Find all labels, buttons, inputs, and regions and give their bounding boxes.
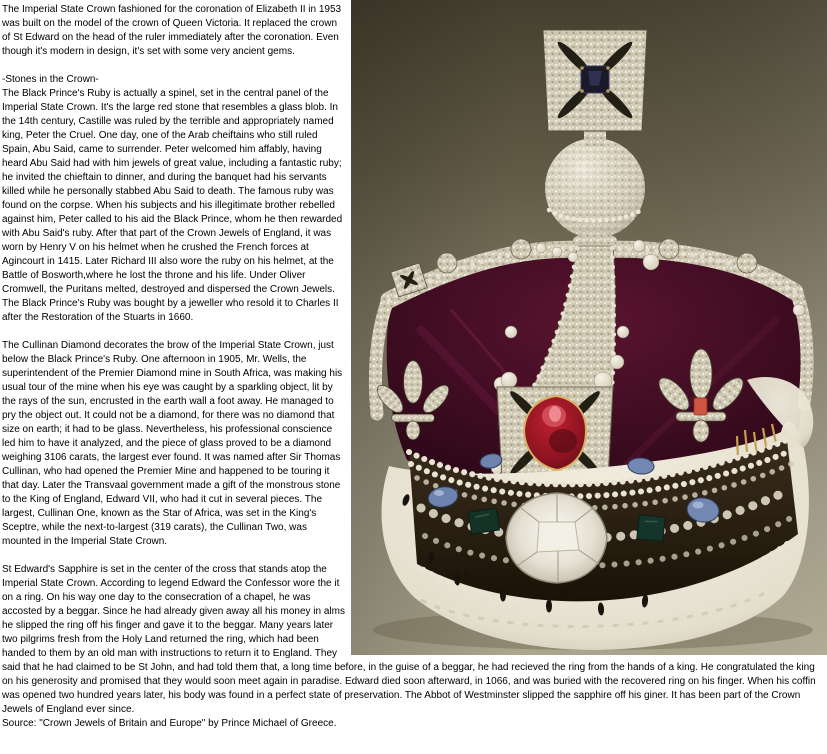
stones-heading: -Stones in the Crown-: [2, 74, 99, 85]
black-princes-ruby-text: The Black Prince's Ruby is actually a spinel, set in the central panel of the Imperial State Crown. It's the large red stone that resembles a glass blob. In the 14th century, Castille was ruled by the terrible and appropriately named king, Peter the Cruel. One day, one of the Arab cheiftains who still ruled Spain, Abu Said, came to surrender. Peter welcomed him affably, having heard Abu Said had with him jewels of great value, including a fantastic ruby; he invited the chieftain to dinner, and during the banquet had his servants killed while he personally stabbed Abu Said to death. The famous ruby was found on the corpse. When his subjects and his illegitimate brother rebelled against him, Peter called to his aid the Black Prince, whom he then rewarded with Abu Said's ruby. After that part of the Crown Jewels of England, it was worn by Henry V on his helmet when he crushed the French forces at Agincourt in 1415. Later Richard III also wore the ruby on his helmet, at the Battle of Bosworth,where he lost the throne and his life. Under Oliver Cromwell, the Puritans melted, destroyed and dispersed the Crown Jewels. The Black Prince's Ruby was bought by a jeweller who resold it to Charles II after the Restoration of the Stuarts in 1660.: [2, 88, 343, 323]
source-line: [2, 717, 825, 731]
st-edwards-sapphire-text: St Edward's Sapphire is set in the center of the cross that stands atop the Imperial State Crown. According to legend Edward the Confessor wore the it on a ring. On his way one day to the consecration of a chapel, he was accosted by a beggar. Since he had already given away all his money in alms he slipped the ring off his finger and gave it to the beggar. Many years later two pilgrims fresh from the Holy Land returned the ring, which had been handed to them by an old man with instructions to return it to England. They said that he had claimed to be St John, and had told them that, a long time before, in the guise of a beggar, he had recieved the ring from the hands of a king. He congratulated the king on his generosity and promised that they would soon meet again in paradise. Edward died soon afterward, in 1066, and was buried with the recovered ring on his finger. When his coffin was opened two hundred years later, his body was found in a perfect state of preservation. The Abbot of Westminster slipped the sapphire off his giner. It has been part of the Crown Jewels of England ever since.: [2, 564, 816, 715]
st-edwards-sapphire-stone: [580, 66, 610, 93]
st-edwards-cross: [543, 30, 647, 146]
crown-photo: [351, 0, 827, 655]
band-emerald-left: [469, 508, 500, 534]
front-cross-patee: [497, 387, 613, 479]
coral-stone: [694, 398, 707, 415]
source-text: Source: "Crown Jewels of Britain and Europe" by Prince Michael of Greece.: [2, 718, 337, 729]
intro-text: The Imperial State Crown fashioned for the coronation of Elizabeth II in 1953 was built on the model of the crown of Queen Victoria. It replaced the crown of St Edward on the head of the ruler immediately after the coronation. Even though it's modern in design, it's set with some very ancient gems.: [2, 4, 342, 57]
band-emerald-right: [637, 515, 665, 542]
cullinan-diamond-text: The Cullinan Diamond decorates the brow of the Imperial State Crown, just below the Black Prince's Ruby. One afternoon in 1905, Mr. Wells, the superintendent of the Premier Diamond mine in South Africa, was making his usual tour of the mine when his eye was caught by a sparkling object, lit by the rays of the sun, encrusted in the earth wall a foot away. He managed to pry the object out. It could not be a diamond, for there was no diamond that size on earth; it had to be glass. Nevertheless, his professional conscience led him to have it analyzed, and the piece of glass proved to be a diamond weighing 3106 carats, the largest ever found. It was named after Sir Thomas Cullinan, who had opened the Premier Mine and happened to be touring it that day. Later the Transvaal government made a gift of the monstrous stone to the King of England, Edward VII, who had it cut in several pieces. The largest, Cullinan One, known as the Star of Africa, was set in the King's Sceptre, while the next-to-largest (319 carats), the Cullinan Two, was mounted in the Imperial State Crown.: [2, 340, 343, 547]
